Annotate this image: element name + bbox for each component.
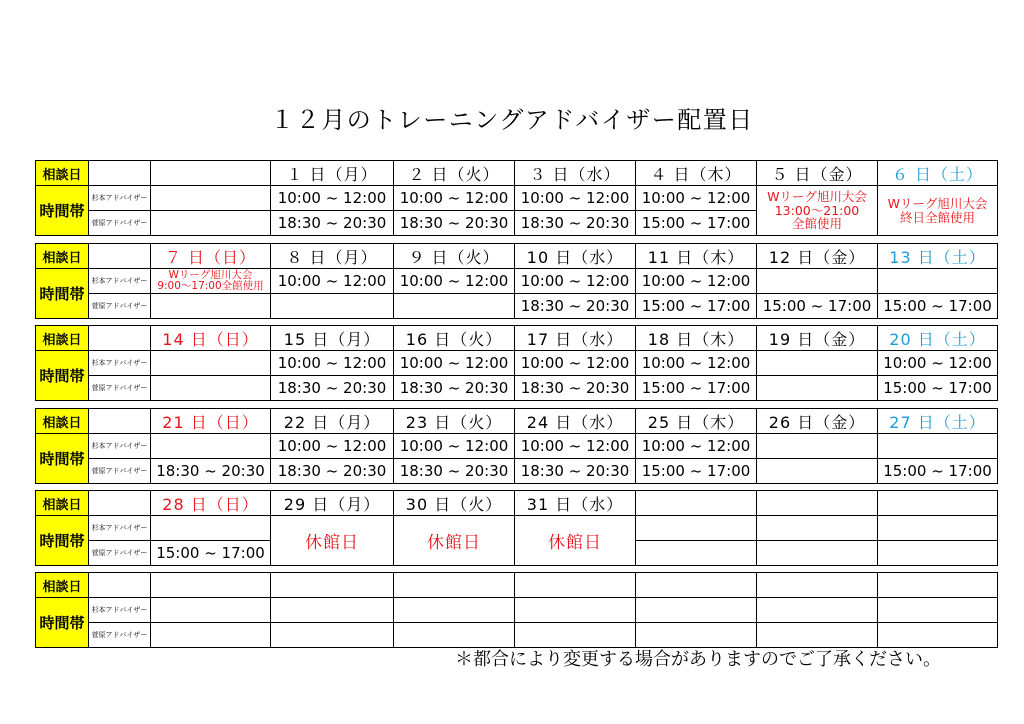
day-date-cell bbox=[151, 573, 271, 598]
sugimoto-row bbox=[36, 269, 998, 294]
sugawara-slot-cell bbox=[757, 459, 878, 484]
consult-day-label: 相談日 bbox=[36, 409, 89, 434]
day-date-cell: ８ 日（月） bbox=[271, 244, 394, 269]
sugimoto-slot-cell: 10:00 ~ 12:00 bbox=[394, 186, 515, 211]
day-date-cell: 28 日（日） bbox=[151, 491, 271, 516]
sugimoto-row bbox=[36, 351, 998, 376]
sugawara-slot-cell: 18:30 ~ 20:30 bbox=[394, 459, 515, 484]
day-date-cell: 12 日（金） bbox=[757, 244, 878, 269]
sugawara-slot-cell: 18:30 ~ 20:30 bbox=[515, 459, 636, 484]
sugawara-slot-cell bbox=[636, 623, 757, 648]
sugawara-slot-cell bbox=[271, 623, 394, 648]
week-table bbox=[35, 408, 998, 484]
day-date-cell: 17 日（水） bbox=[515, 326, 636, 351]
day-date-cell bbox=[636, 573, 757, 598]
sugimoto-slot-cell: 10:00 ~ 12:00 bbox=[636, 186, 757, 211]
sugawara-slot-cell: 18:30 ~ 20:30 bbox=[515, 211, 636, 236]
time-slot-label: 時間帯 bbox=[36, 351, 89, 401]
day-date-cell: 22 日（月） bbox=[271, 409, 394, 434]
week-table bbox=[35, 490, 998, 566]
sugimoto-row bbox=[36, 598, 998, 623]
sugimoto-event-cell bbox=[151, 269, 271, 294]
sugimoto-slot-cell bbox=[271, 598, 394, 623]
sugawara-slot-cell: 15:00 ~ 17:00 bbox=[878, 376, 998, 401]
sugimoto-row bbox=[36, 516, 998, 541]
sugawara-slot-cell bbox=[151, 623, 271, 648]
sugawara-slot-cell: 18:30 ~ 20:30 bbox=[151, 459, 271, 484]
day-date-cell: 16 日（火） bbox=[394, 326, 515, 351]
sugawara-row bbox=[36, 294, 998, 319]
sugimoto-slot-cell: 10:00 ~ 12:00 bbox=[878, 351, 998, 376]
sugimoto-slot-cell bbox=[757, 351, 878, 376]
day-date-cell: ７ 日（日） bbox=[151, 244, 271, 269]
sugawara-slot-cell bbox=[394, 294, 515, 319]
sugawara-slot-cell: 15:00 ~ 17:00 bbox=[636, 294, 757, 319]
day-date-cell bbox=[878, 573, 998, 598]
sugawara-row bbox=[36, 459, 998, 484]
day-date-cell: 14 日（日） bbox=[151, 326, 271, 351]
sugawara-slot-cell bbox=[515, 623, 636, 648]
sugawara-slot-cell bbox=[757, 541, 878, 566]
day-date-cell: 29 日（月） bbox=[271, 491, 394, 516]
time-slot-label: 時間帯 bbox=[36, 434, 89, 484]
day-date-cell: ３ 日（水） bbox=[515, 161, 636, 186]
event-text-line: 9:00～17:00全館使用 bbox=[157, 280, 264, 292]
day-date-cell bbox=[271, 573, 394, 598]
adviser-name-sugawara: 菅原アドバイザー bbox=[89, 376, 151, 401]
sugimoto-slot-cell bbox=[151, 434, 271, 459]
header-blank-cell bbox=[89, 244, 151, 269]
sugimoto-slot-cell: 10:00 ~ 12:00 bbox=[636, 434, 757, 459]
day-date-cell: 15 日（月） bbox=[271, 326, 394, 351]
week-body bbox=[36, 161, 998, 236]
header-blank-cell bbox=[89, 573, 151, 598]
sugimoto-slot-cell bbox=[757, 516, 878, 541]
day-date-cell: １ 日（月） bbox=[271, 161, 394, 186]
day-date-cell: 13 日（土） bbox=[878, 244, 998, 269]
sugawara-slot-cell bbox=[636, 541, 757, 566]
day-date-cell: 25 日（木） bbox=[636, 409, 757, 434]
date-row bbox=[36, 161, 998, 186]
header-blank-cell bbox=[89, 409, 151, 434]
adviser-name-sugimoto: 杉本アドバイザー bbox=[89, 351, 151, 376]
consult-day-label: 相談日 bbox=[36, 244, 89, 269]
sugimoto-slot-cell bbox=[878, 434, 998, 459]
day-date-cell: ４ 日（木） bbox=[636, 161, 757, 186]
day-date-cell bbox=[151, 161, 271, 186]
sugimoto-slot-cell bbox=[878, 598, 998, 623]
event-text-line: 13:00～21:00 bbox=[774, 202, 860, 218]
consult-day-label: 相談日 bbox=[36, 326, 89, 351]
adviser-name-sugawara: 菅原アドバイザー bbox=[89, 211, 151, 236]
sugimoto-slot-cell bbox=[515, 598, 636, 623]
day-date-cell: ９ 日（火） bbox=[394, 244, 515, 269]
day-date-cell bbox=[394, 573, 515, 598]
sugimoto-slot-cell bbox=[636, 516, 757, 541]
adviser-name-sugimoto: 杉本アドバイザー bbox=[89, 186, 151, 211]
adviser-name-sugawara: 菅原アドバイザー bbox=[89, 623, 151, 648]
day-date-cell: 11 日（木） bbox=[636, 244, 757, 269]
date-row bbox=[36, 409, 998, 434]
sugimoto-slot-cell: 10:00 ~ 12:00 bbox=[271, 269, 394, 294]
date-row bbox=[36, 491, 998, 516]
day-date-cell: 21 日（日） bbox=[151, 409, 271, 434]
sugimoto-slot-cell: 10:00 ~ 12:00 bbox=[515, 269, 636, 294]
sugimoto-row bbox=[36, 186, 998, 211]
week-body bbox=[36, 573, 998, 648]
sugimoto-slot-cell: 10:00 ~ 12:00 bbox=[394, 269, 515, 294]
sugawara-slot-cell bbox=[151, 211, 271, 236]
sugimoto-slot-cell: 10:00 ~ 12:00 bbox=[271, 351, 394, 376]
adviser-name-sugawara: 菅原アドバイザー bbox=[89, 459, 151, 484]
week-body bbox=[36, 409, 998, 484]
sugawara-slot-cell: 15:00 ~ 17:00 bbox=[636, 459, 757, 484]
day-date-cell: ５ 日（金） bbox=[757, 161, 878, 186]
sugawara-slot-cell: 15:00 ~ 17:00 bbox=[878, 294, 998, 319]
consult-day-label: 相談日 bbox=[36, 161, 89, 186]
sugawara-slot-cell: 18:30 ~ 20:30 bbox=[271, 211, 394, 236]
sugimoto-slot-cell bbox=[757, 434, 878, 459]
header-blank-cell bbox=[89, 326, 151, 351]
day-date-cell: 10 日（水） bbox=[515, 244, 636, 269]
day-date-cell: 20 日（土） bbox=[878, 326, 998, 351]
day-date-cell bbox=[757, 573, 878, 598]
sugimoto-slot-cell: 10:00 ~ 12:00 bbox=[515, 186, 636, 211]
date-row bbox=[36, 573, 998, 598]
week-body bbox=[36, 244, 998, 319]
event-text-line: 全館使用 bbox=[791, 216, 842, 232]
sugawara-slot-cell: 18:30 ~ 20:30 bbox=[515, 376, 636, 401]
sugimoto-slot-cell bbox=[394, 598, 515, 623]
sugawara-slot-cell bbox=[878, 623, 998, 648]
sugawara-slot-cell: 15:00 ~ 17:00 bbox=[636, 376, 757, 401]
sugawara-slot-cell bbox=[151, 294, 271, 319]
day-date-cell: 24 日（水） bbox=[515, 409, 636, 434]
day-date-cell: 18 日（木） bbox=[636, 326, 757, 351]
sugawara-slot-cell: 15:00 ~ 17:00 bbox=[151, 541, 271, 566]
sugawara-slot-cell bbox=[271, 294, 394, 319]
day-date-cell: 27 日（土） bbox=[878, 409, 998, 434]
day-date-cell bbox=[636, 491, 757, 516]
sugimoto-slot-cell bbox=[878, 269, 998, 294]
adviser-name-sugimoto: 杉本アドバイザー bbox=[89, 598, 151, 623]
sugimoto-slot-cell: 10:00 ~ 12:00 bbox=[636, 269, 757, 294]
sugawara-slot-cell: 18:30 ~ 20:30 bbox=[394, 211, 515, 236]
sugimoto-slot-cell: 10:00 ~ 12:00 bbox=[394, 351, 515, 376]
day-date-cell: 19 日（金） bbox=[757, 326, 878, 351]
week-table bbox=[35, 160, 998, 236]
sugawara-slot-cell: 15:00 ~ 17:00 bbox=[878, 459, 998, 484]
sugimoto-slot-cell bbox=[757, 598, 878, 623]
consult-day-label: 相談日 bbox=[36, 491, 89, 516]
footnote: ＊都合により変更する場合がありますのでご了承ください。 bbox=[455, 649, 941, 670]
sugimoto-slot-cell: 10:00 ~ 12:00 bbox=[636, 351, 757, 376]
adviser-name-sugimoto: 杉本アドバイザー bbox=[89, 516, 151, 541]
week-table bbox=[35, 572, 998, 648]
time-slot-label: 時間帯 bbox=[36, 598, 89, 648]
sugimoto-slot-cell bbox=[636, 598, 757, 623]
sugawara-slot-cell: 18:30 ~ 20:30 bbox=[515, 294, 636, 319]
consult-day-label: 相談日 bbox=[36, 573, 89, 598]
sugawara-slot-cell: 15:00 ~ 17:00 bbox=[636, 211, 757, 236]
week-table bbox=[35, 243, 998, 319]
time-slot-label: 時間帯 bbox=[36, 269, 89, 319]
day-date-cell: 26 日（金） bbox=[757, 409, 878, 434]
adviser-name-sugimoto: 杉本アドバイザー bbox=[89, 434, 151, 459]
day-date-cell: ６ 日（土） bbox=[878, 161, 998, 186]
header-blank-cell bbox=[89, 161, 151, 186]
sugawara-slot-cell: 18:30 ~ 20:30 bbox=[394, 376, 515, 401]
time-slot-label: 時間帯 bbox=[36, 186, 89, 236]
sugimoto-slot-cell: 10:00 ~ 12:00 bbox=[515, 351, 636, 376]
sugawara-slot-cell: 15:00 ~ 17:00 bbox=[757, 294, 878, 319]
sugawara-slot-cell bbox=[394, 623, 515, 648]
adviser-name-sugimoto: 杉本アドバイザー bbox=[89, 269, 151, 294]
header-blank-cell bbox=[89, 491, 151, 516]
sugimoto-slot-cell bbox=[151, 186, 271, 211]
sugimoto-slot-cell bbox=[757, 269, 878, 294]
adviser-name-sugawara: 菅原アドバイザー bbox=[89, 294, 151, 319]
adviser-name-sugawara: 菅原アドバイザー bbox=[89, 541, 151, 566]
event-cell bbox=[757, 186, 878, 236]
day-date-cell bbox=[515, 573, 636, 598]
date-row bbox=[36, 244, 998, 269]
day-date-cell: 31 日（水） bbox=[515, 491, 636, 516]
time-slot-label: 時間帯 bbox=[36, 516, 89, 566]
sugawara-row bbox=[36, 623, 998, 648]
day-date-cell bbox=[878, 491, 998, 516]
sugimoto-slot-cell bbox=[151, 351, 271, 376]
event-text-line: Wリーグ旭川大会 bbox=[887, 196, 988, 211]
sugimoto-slot-cell bbox=[151, 516, 271, 541]
closed-day-cell: 休館日 bbox=[394, 516, 515, 566]
date-row bbox=[36, 326, 998, 351]
sugimoto-row bbox=[36, 434, 998, 459]
sugawara-row bbox=[36, 376, 998, 401]
week-body bbox=[36, 326, 998, 401]
page-title: １２月のトレーニングアドバイザー配置日 bbox=[270, 106, 754, 134]
sugimoto-slot-cell bbox=[151, 598, 271, 623]
event-cell bbox=[878, 186, 998, 236]
sugimoto-slot-cell: 10:00 ~ 12:00 bbox=[394, 434, 515, 459]
event-text-line: 終日全館使用 bbox=[899, 209, 975, 225]
day-date-cell: 30 日（火） bbox=[394, 491, 515, 516]
closed-day-cell: 休館日 bbox=[271, 516, 394, 566]
sugimoto-slot-cell: 10:00 ~ 12:00 bbox=[271, 434, 394, 459]
sugawara-slot-cell bbox=[757, 623, 878, 648]
closed-day-cell: 休館日 bbox=[515, 516, 636, 566]
sugimoto-slot-cell: 10:00 ~ 12:00 bbox=[271, 186, 394, 211]
day-date-cell: 23 日（火） bbox=[394, 409, 515, 434]
sugawara-slot-cell bbox=[757, 376, 878, 401]
day-date-cell bbox=[757, 491, 878, 516]
week-body bbox=[36, 491, 998, 566]
event-text-line: Wリーグ旭川大会 bbox=[767, 189, 867, 205]
week-table bbox=[35, 325, 998, 401]
sugawara-slot-cell: 18:30 ~ 20:30 bbox=[271, 459, 394, 484]
sugawara-slot-cell bbox=[878, 541, 998, 566]
sugawara-slot-cell bbox=[151, 376, 271, 401]
sugimoto-slot-cell bbox=[878, 516, 998, 541]
event-text-line: Wリーグ旭川大会 bbox=[168, 268, 253, 281]
sugimoto-slot-cell: 10:00 ~ 12:00 bbox=[515, 434, 636, 459]
day-date-cell: ２ 日（火） bbox=[394, 161, 515, 186]
sugawara-slot-cell: 18:30 ~ 20:30 bbox=[271, 376, 394, 401]
